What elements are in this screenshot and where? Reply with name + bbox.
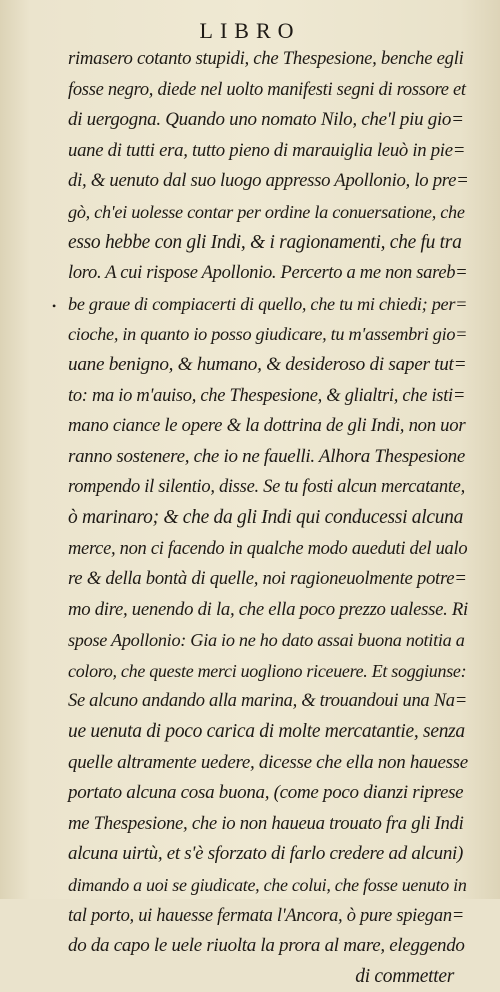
text-line: portato alcuna cosa buona, (come poco dianzi riprese [68, 782, 464, 804]
text-line: rompendo il silentio, disse. Se tu fosti alcun mercatante, [68, 477, 465, 498]
text-line: quelle altramente uedere, dicesse che ella non hauesse [68, 751, 468, 773]
text-line: loro. A cui rispose Apollonio. Percerto a me non sareb= [68, 263, 468, 284]
text-line: to: ma io m'auiso, che Thespesione, & glialtri, che isti= [68, 385, 466, 406]
text-line: di commetter [355, 965, 454, 987]
running-header: LIBRO [199, 18, 301, 43]
text-block [68, 44, 468, 992]
text-line: Se alcuno andando alla marina, & trouandoui una Na= [68, 691, 467, 712]
text-line: tal porto, ui hauesse fermata l'Ancora, ò pure spiegan= [68, 905, 464, 926]
text-line: re & della bontà di quelle, noi ragioneuolmente potre= [68, 568, 467, 590]
text-line: mo dire, uenendo di la, che ella poco prezzo ualesse. Ri [68, 598, 468, 620]
margin-mark: • [52, 299, 57, 313]
text-line: gò, ch'ei uolesse contar per ordine la conuersatione, che [68, 201, 465, 222]
text-line: be graue di compiacerti di quello, che tu mi chiedi; per= [68, 293, 468, 314]
text-line: spose Apollonio: Gia io ne ho dato assai buona notitia a [68, 630, 465, 651]
text-line: mano ciance le opere & la dottrina de gli Indi, non uor [68, 415, 466, 437]
text-line: ò marinaro; & che da gli Indi qui conducessi alcuna [68, 506, 464, 528]
text-line: dimando a uoi se giudicate, che colui, che fosse uenuto in [68, 875, 467, 896]
text-line: do da capo le uele riuolta la prora al mare, eleggendo [68, 935, 465, 957]
text-line: cioche, in quanto io posso giudicare, tu m'assembri gio= [68, 324, 468, 345]
text-line: di uergogna. Quando uno nomato Nilo, che'l piu gio= [68, 109, 464, 131]
text-line: uane di tutti era, tutto pieno di marauiglia leuò in pie= [68, 139, 466, 161]
text-line: fosse negro, diede nel uolto manifesti segni di rossore et [68, 79, 466, 100]
text-line: coloro, che queste merci uogliono riceuere. Et soggiunse: [68, 660, 467, 681]
text-line: esso hebbe con gli Indi, & i ragionamenti, che fu tra [68, 231, 462, 253]
text-line: me Thespesione, che io non haueua trouato fra gli Indi [68, 812, 464, 834]
text-line: uane benigno, & humano, & desideroso di saper tut= [68, 353, 467, 375]
text-line: merce, non ci facendo in qualche modo aueduti del ualo [68, 538, 468, 559]
text-line: ue uenuta di poco carica di molte mercatantie, senza [68, 721, 465, 743]
text-line: alcuna uirtù, et s'è sforzato di farlo credere ad alcuni) [68, 843, 464, 865]
text-line: ranno sostenere, che io ne fauelli. Alhora Thespesione [68, 445, 465, 467]
text-line: rimasero cotanto stupidi, che Thespesione, benche egli [68, 48, 464, 69]
text-line: di, & uenuto dal suo luogo appresso Apollonio, lo pre= [68, 170, 469, 192]
